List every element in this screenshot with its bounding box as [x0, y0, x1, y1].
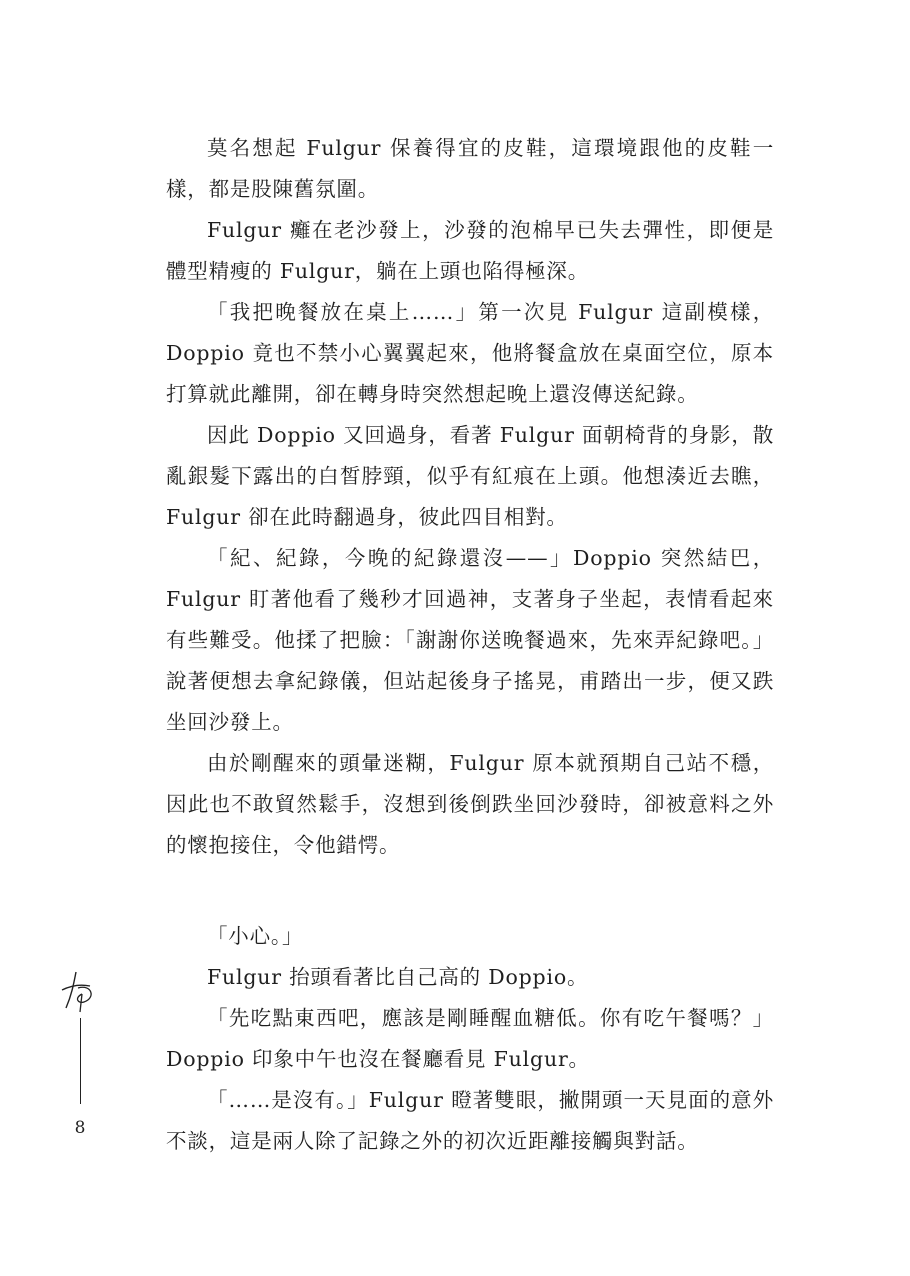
section-break: [166, 866, 774, 916]
paragraph: 「我把晚餐放在桌上……」第一次見 Fulgur 這副模樣，Doppio 竟也不禁小心翼翼起來，他將餐盒放在桌面空位，原本打算就此離開，卻在轉身時突然想起晚上還沒傳送紀錄。: [166, 300, 774, 406]
paragraph: 「小心。」: [207, 924, 304, 948]
paragraph: 「先吃點東西吧，應該是剛睡醒血糖低。你有吃午餐嗎？」Doppio 印象中午也沒在餐廳看見 Fulgur。: [166, 1006, 774, 1071]
paragraph: 因此 Doppio 又回過身，看著 Fulgur 面朝椅背的身影，散亂銀髮下露出的白皙脖頸，似乎有紅痕在上頭。他想湊近去瞧，Fulgur 卻在此時翻過身，彼此四目相對。: [166, 423, 774, 529]
margin-rule: [80, 1018, 81, 1104]
paragraph: Fulgur 抬頭看著比自己高的 Doppio。: [207, 965, 589, 989]
page-number: 8: [74, 1118, 86, 1138]
paragraph: 莫名想起 Fulgur 保養得宜的皮鞋，這環境跟他的皮鞋一樣，都是股陳舊氛圍。: [166, 136, 774, 201]
paragraph: 「紀、紀錄，今晚的紀錄還沒——」Doppio 突然結巴，Fulgur 盯著他看了幾秒才回過神，支著身子坐起，表情看起來有些難受。他揉了把臉：「謝謝你送晚餐過來，先來弄紀錄吧。」說著便想去拿紀錄儀，但站起後身子搖晃，甫踏出一步，便又跌坐回沙發上。: [166, 546, 774, 734]
paragraph: Fulgur 癱在老沙發上，沙發的泡棉早已失去彈性，即便是體型精瘦的 Fulgur，躺在上頭也陷得極深。: [166, 218, 774, 283]
paragraph: 「……是沒有。」Fulgur 瞪著雙眼，撇開頭一天見面的意外不談，這是兩人除了記錄之外的初次近距離接觸與對話。: [166, 1088, 774, 1153]
paragraph: 由於剛醒來的頭暈迷糊，Fulgur 原本就預期自己站不穩，因此也不敢貿然鬆手，沒想到後倒跌坐回沙發時，卻被意料之外的懷抱接住，令他錯愕。: [166, 751, 774, 857]
body-text: [166, 128, 774, 1162]
decorative-signature-icon: [58, 968, 102, 1014]
